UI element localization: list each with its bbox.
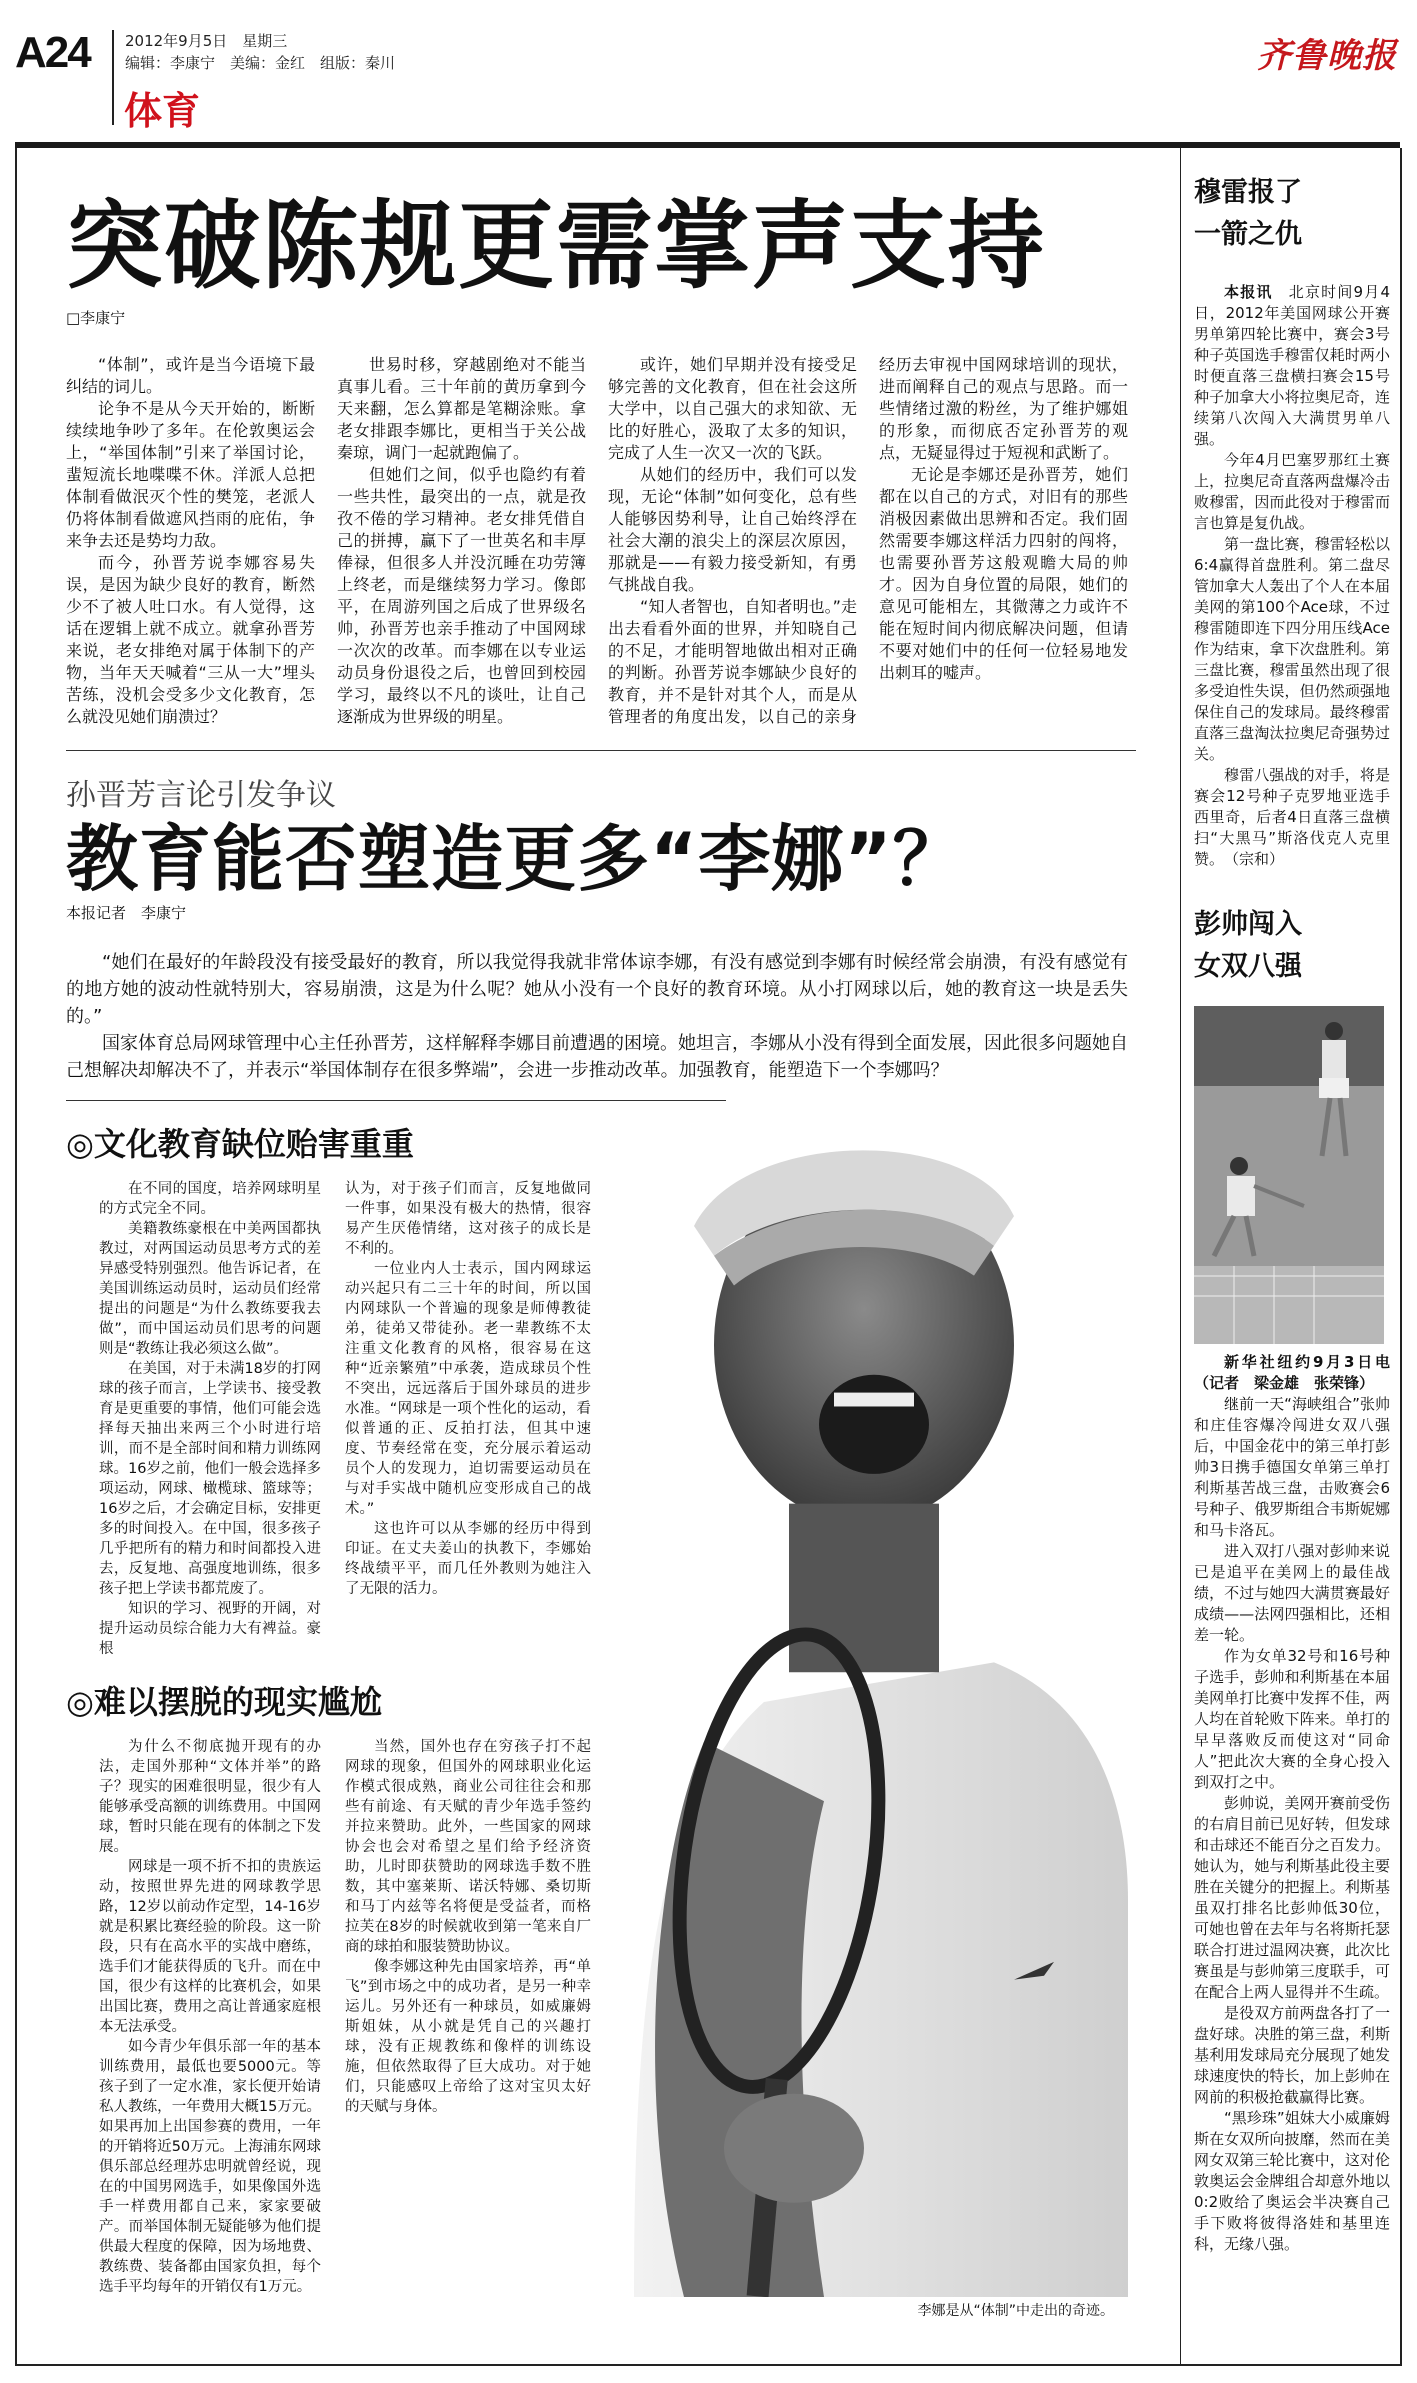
paragraph: 像李娜这种先由国家培养，再“单飞”到市场之中的成功者，是另一种幸运儿。另外还有一种球员，如威廉姆斯姐妹，从小就是凭自己的兴趣打球，没有正规教练和像样的训练设施，但依然取得了巨大成功。对于她们，只能感叹上帝给了这对宝贝太好的天赋与身体。 (345, 1959, 591, 2115)
header-divider (112, 30, 114, 125)
headline-line: 女双八强 (1194, 951, 1302, 982)
paragraph: 国家体育总局网球管理中心主任孙晋芳，这样解释李娜目前遭遇的困境。她坦言，李娜从小没有得到全面发展，因此很多问题她自己想解决却解决不了，并表示“举国体制存在很多弊端”，会进一步推动改革。加强教育，能塑造下一个李娜吗？ (66, 1033, 1128, 1081)
headline-line: 彭帅闯入 (1194, 909, 1302, 940)
section2-column1 (99, 1737, 321, 2297)
paragraph: “黑珍珠”姐妹大小威廉姆斯在女双所向披靡，然而在美网女双第三轮比赛中，这对伦敦奥运会金牌组合却意外地以0:2败给了奥运会半决赛自己手下败将彼得洛娃和基里连科，无缘八强。 (1194, 2109, 1390, 2253)
sidebar2-headline (1194, 904, 1390, 988)
paragraph: 在不同的国度，培养网球明星的方式完全不同。 (99, 1181, 321, 1217)
paragraph: 网球是一项不折不扣的贵族运动，按照世界先进的网球教学思路，12岁以前动作定型，14-16岁就是积累比赛经验的阶段。这一阶段，只有在高水平的实战中磨练，选手们才能获得质的飞升。而在中国，很少有这样的比赛机会，如果出国比赛，费用之高让普通家庭根本无法承受。 (99, 1859, 321, 2035)
commentary-byline: □李康宁 (66, 309, 126, 327)
paragraph: 美籍教练豪根在中美两国都执教过，对两国运动员思考方式的差异感受特别强烈。他告诉记者，在美国训练运动员时，运动员们经常提出的问题是“为什么教练要我去做”，而中国运动员们思考的问题则是“教练让我必须这么做”。 (99, 1221, 321, 1357)
dateline: 新华社纽约9月3日电（记者 梁金雄 张荣锋） (1194, 1353, 1390, 1392)
paragraph: 一位业内人士表示，国内网球运动兴起只有二三十年的时间，所以国内网球队一个普遍的现象是师傅教徒弟，徒弟又带徒孙。老一辈教练不太注重文化教育的风格，很容易在这种“近亲繁殖”中承袭，造成球员个性不突出，远远落后于国外球员的进步水准。“网球是一项个性化的运动，看似普通的正、反拍打法，但其中速度、节奏经常在变，充分展示着运动员个人的发现力，迫切需要运动员在与对手实战中随机应变形成自己的战术。” (345, 1261, 591, 1517)
paragraph: 彭帅说，美网开赛前受伤的右肩目前已见好转，但发球和击球还不能百分之百发力。她认为，她与利斯基此役主要胜在关键分的把握上。利斯基虽双打排名比彭帅低30位，可她也曾在去年与名将斯托瑟联合打进过温网决赛，此次比赛虽是与彭帅第三度联手，可在配合上两人显得并不生疏。 (1194, 1794, 1390, 2001)
paragraph: 知识的学习、视野的开阔，对提升运动员综合能力大有裨益。豪根 (99, 1601, 321, 1657)
headline-line: 一箭之仇 (1194, 219, 1302, 250)
paragraph: 这也许可以从李娜的经历中得到印证。在丈夫姜山的执教下，李娜始终战绩平平，而几任外教则为她注入了无限的活力。 (345, 1521, 591, 1597)
feature-byline: 本报记者 李康宁 (66, 904, 187, 922)
feature-kicker: 孙晋芳言论引发争议 (66, 778, 336, 813)
doubles-photo (1194, 1006, 1384, 1344)
feature-headline: 教育能否塑造更多“李娜”？ (66, 817, 966, 901)
paragraph: 第一盘比赛，穆雷轻松以6:4赢得首盘胜利。第二盘尽管加拿大人轰出了个人在本届美网的第100个Ace球，不过穆雷随即连下四分用压线Ace作为结束，拿下次盘胜利。第三盘比赛，穆雷虽然出现了很多受迫性失误，但仍然顽强地保住自己的发球局。最终穆雷直落三盘淘汰拉奥尼奇强势过关。 (1194, 535, 1390, 763)
paragraph: “知人者智也，自知者明也。”走出去看看外面的世界，并知晓自己的不足，才能明智地做出相对正确的判断。孙晋芳说李娜缺少良好的教育，并不是针对其个人，而是从管理者的角度出发，以自己的亲身经历去审视中国网球培训的现状，进而阐释自己的观点与思路。而一些情绪过激的粉丝，为了维护娜姐的形象，而彻底否定孙晋芳的观点，无疑显得过于短视和武断了。 (608, 355, 1128, 726)
paragraph: 今年4月巴塞罗那红土赛上，拉奥尼奇直落两盘爆冷击败穆雷，因而此役对于穆雷而言也算是复仇战。 (1194, 451, 1390, 532)
divider (66, 750, 1136, 751)
paragraph: 是役双方前两盘各打了一盘好球。决胜的第三盘，利斯基利用发球局充分展现了她发球速度快的特长，加上彭帅在网前的积极抢截赢得比赛。 (1194, 2004, 1390, 2106)
sidebar-divider (1180, 148, 1181, 2364)
section1-columns (66, 1179, 594, 1659)
paragraph: 作为女单32号和16号种子选手，彭帅和利斯基在本届美网单打比赛中发挥不佳，两人均在首轮败下阵来。单打的早早落败反而使这对“同命人”把此次大赛的全身心投入到双打之中。 (1194, 1647, 1390, 1791)
paragraph: 当然，国外也存在穷孩子打不起网球的现象，但国外的网球职业化运作模式很成熟，商业公司往往会和那些有前途、有天赋的青少年选手签约并拉来赞助。此外，一些国家的网球协会也会对希望之星们给予经济资助，儿时即获赞助的网球选手数不胜数，其中塞莱斯、诺沃特娜、桑切斯和马丁内兹等名将便是受益者，而格拉芙在8岁的时候就收到第一笔来自厂商的球拍和服装赞助协议。 (345, 1739, 591, 1955)
sidebar2-body (1194, 1352, 1390, 2255)
paragraph: 无论是李娜还是孙晋芳，她们都在以自己的方式，对旧有的那些消极因素做出思辨和否定。我们固然需要李娜这样活力四射的闯将，也需要孙晋芳这般观瞻大局的帅才。因为自身位置的局限，她们的意见可能相左，其微薄之力或许不能在短时间内彻底解决问题，但请不要对她们中的任何一位轻易地发出刺耳的嘘声。 (879, 465, 1128, 682)
paragraph: 世易时移，穿越剧绝对不能当真事儿看。三十年前的黄历拿到今天来翻，怎么算都是笔糊涂账。拿老女排跟李娜比，更相当于关公战秦琼，调门一起就跑偏了。 (337, 355, 586, 462)
section-name: 体育 (124, 89, 201, 133)
paragraph: 论争不是从今天开始的，断断续续地争吵了多年。在伦敦奥运会上，“举国体制”引来了举国讨论，蜚短流长地喋喋不休。洋派人总把体制看做泯灭个性的樊笼，老派人仍将体制看做遮风挡雨的庇佑，争来争去还是势均力敌。 (66, 399, 315, 550)
li-na-photo (594, 1107, 1128, 2297)
paragraph: 为什么不彻底抛开现有的办法，走国外那种“文体并举”的路子？现实的困难很明显，很少有人能够承受高额的训练费用。中国网球，暂时只能在现有的体制之下发展。 (99, 1739, 321, 1855)
paragraph: “她们在最好的年龄段没有接受最好的教育，所以我觉得我就非常体谅李娜，有没有感觉到李娜有时候经常会崩溃，有没有感觉有的地方她的波动性就特别大，容易崩溃，这是为什么呢？她从小没有一个良好的教育环境。从小打网球以后，她的教育这一块是丢失的。” (66, 952, 1128, 1027)
paragraph: 而今，孙晋芳说李娜容易失误，是因为缺少良好的教育，断然少不了被人吐口水。有人觉得，这话在逻辑上就不成立。就拿孙晋芳来说，老女排绝对属于体制下的产物，当年天天喊着“三从一大”埋头苦练，没机会受多少文化教育，怎么就没见她们崩溃过？ (66, 553, 315, 726)
paragraph: 如今青少年俱乐部一年的基本训练费用，最低也要5000元。等孩子到了一定水准，家长便开始请私人教练，一年费用大概15万元。如果再加上出国参赛的费用，一年的开销将近50万元。上海浦东网球俱乐部总经理苏忠明就曾经说，现在的中国男网选手，如果像国外选手一样费用都自己来，家家要破产。而举国体制无疑能够为他们提供最大程度的保障，因为场地费、教练费、装备都由国家负担，每个选手平均每年的开销仅有1万元。 (99, 2039, 321, 2295)
section-heading: ◎难以摆脱的现实尴尬 (66, 1683, 382, 1721)
section1-column1 (99, 1179, 321, 1659)
issue-date: 2012年9月5日 星期三 (125, 32, 288, 50)
section2-column2 (345, 1737, 591, 2297)
photo-caption: 李娜是从“体制”中走出的奇迹。 (917, 2303, 1114, 2319)
paragraph: “体制”，或许是当今语境下最纠结的词儿。 (66, 355, 315, 396)
sidebar (1194, 172, 1390, 2255)
section1-column2 (345, 1179, 591, 1659)
paragraph: 继前一天“海峡组合”张帅和庄佳容爆冷闯进女双八强后，中国金花中的第三单打彭帅3日携手德国女单第三单打利斯基苦战三盘，击败赛会6号种子、俄罗斯组合韦斯妮娜和马卡洛瓦。 (1194, 1395, 1390, 1539)
feature-sections (66, 1101, 594, 2297)
feature-lower (66, 1101, 1128, 2321)
sidebar1-body (1194, 282, 1390, 870)
paragraph: 北京时间9月4日，2012年美国网球公开赛男单第四轮比赛中，赛会3号种子英国选手穆雷仅耗时两小时便直落三盘横扫赛会15号种子加拿大小将拉奥尼奇，连续第八次闯入大满贯男单八强。 (1194, 283, 1390, 448)
sidebar1-headline (1194, 172, 1390, 256)
section-heading: ◎文化教育缺位贻害重重 (66, 1125, 414, 1163)
feature-photo-block (594, 1101, 1128, 2321)
headline-line: 穆雷报了 (1194, 177, 1302, 208)
paragraph: 但她们之间，似乎也隐约有着一些共性，最突出的一点，就是孜孜不倦的学习精神。老女排凭借自己的拼搏，赢下了一世英名和丰厚俸禄，但很多人并没沉睡在功劳簿上终老，而是继续努力学习。像郎平，在周游列国之后成了世界级名帅，孙晋芳也亲手推动了中国网球一次次的改革。而李娜在以专业运动员身份退役之后，也曾回到校园学习，最终以不凡的谈吐，让自己逐渐成为世界级的明星。 (337, 465, 586, 726)
section2-columns (66, 1737, 594, 2297)
commentary-headline: 突破陈规更需掌声支持 (66, 190, 1046, 302)
editor-credits: 编辑：李康宁 美编：金红 组版：秦川 (125, 54, 396, 72)
paragraph: 进入双打八强对彭帅来说已是追平在美网上的最佳战绩，不过与她四大满贯赛最好成绩——法网四强相比，还相差一轮。 (1194, 1542, 1390, 1644)
main-content (66, 190, 1128, 2321)
feature-intro (66, 949, 1128, 1084)
commentary-body (66, 354, 1128, 728)
paragraph: 从她们的经历中，我们可以发现，无论“体制”如何变化，总有些人能够因势利导，让自己始终浮在社会大潮的浪尖上的深层次原因，那就是——有毅力接受新知，有勇气挑战自我。 (608, 465, 857, 594)
newspaper-logo: 齐鲁晚报 (1257, 36, 1397, 76)
paragraph: 或许，她们早期并没有接受足够完善的文化教育，但在社会这所大学中，以自己强大的求知欲、无比的好胜心，汲取了太多的知识，完成了人生一次又一次的飞跃。 (608, 355, 857, 462)
paragraph: 穆雷八强战的对手，将是赛会12号种子克罗地亚选手西里奇，后者4日直落三盘横扫“大黑马”斯洛伐克人克里赞。 （宗和） (1194, 766, 1390, 868)
page-number: A24 (15, 28, 90, 77)
dateline: 本报讯 (1224, 283, 1273, 301)
paragraph: 在美国，对于未满18岁的打网球的孩子而言，上学读书、接受教育是更重要的事情，他们可能会选择每天抽出来两三个小时进行培训，而不是全部时间和精力训练网球。16岁之前，他们一般会选择多项运动，网球、橄榄球、篮球等；16岁之后，才会确定目标，安排更多的时间投入。在中国，很多孩子几乎把所有的精力和时间都投入进去，反复地、高强度地训练，很多孩子把上学读书都荒废了。 (99, 1361, 321, 1597)
paragraph: 认为，对于孩子们而言，反复地做同一件事，如果没有极大的热情，很容易产生厌倦情绪，这对孩子的成长是不利的。 (345, 1181, 591, 1257)
